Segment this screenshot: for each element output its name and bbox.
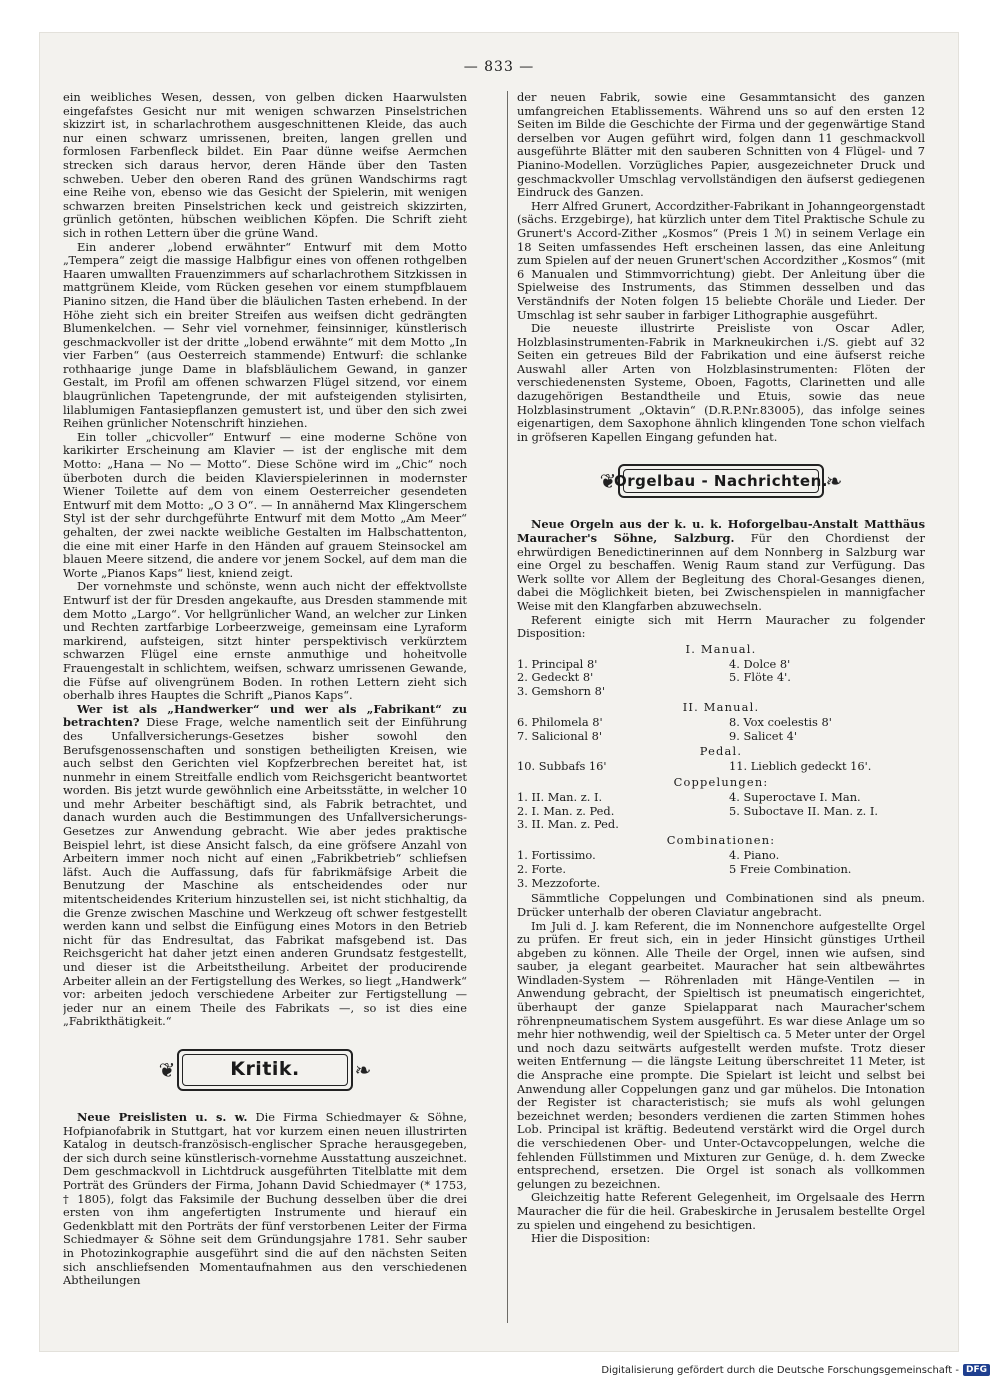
paragraph: Ein anderer „lobend erwähnter“ Entwurf mit dem Motto „Tempera“ zeigt die massige Halbfigur eines von offenen rothgelben Haaren umwallten Frauenzimmers auf scharlachrothem Sitzkissen in mattgrünem Kleide, vom Rücken gesehen vor einem stumpfblauem Pianino sitzen, die Hand über die bläulichen Tasten erhebend. In der Höhe zieht sich ein breiter Streifen aus weifsen dicht gedrängten Blumenkelchen. — Sehr viel vornehmer, feinsinniger, künstlerisch geschmackvoller ist der dritte „lobend erwähnte“ mit dem Motto „In vier Farben“ (aus Oesterreich stammende) Entwurf: die schlanke rothhaarige junge Dame in blafsbläulichem Gewand, in ganzer Gestalt, im Profil am offenen schwarzen Flügel sitzend, vor einem blaugrünlichen Tapetengrunde, der mit aufsteigenden stylisirten, lilablumigen Fantasiepflanzen gemustert ist, und über den sich zwei Reihen grünlicher Notenschrift hinziehen.	[63, 239, 467, 431]
ornament-curl-icon: ❧	[825, 469, 843, 494]
paragraph: Herr Alfred Grunert, Accordzither-Fabrikant in Johanngeorgenstadt (sächs. Erzgebirge), hat kürzlich unter dem Titel Praktische Schule zu Grunert's Accord-Zither „Kosmos“ (Preis 1 ℳ) in seinem Verlage ein 18 Seiten umfassendes Heft erscheinen lassen, das eine Anleitung zum Spielen auf der neuen Grunert'schen Accordzither „Kosmos“ (mit 6 Manualen und Stimmvorrichtung) giebt. Der Anleitung über die Spielweise des Instruments, das Stimmen desselben und das Verständnifs der Noten folgen 15 beliebte Choräle und Lieder. Der Umschlag ist sehr sauber in farbiger Lithographie ausgeführt.	[517, 198, 925, 322]
paragraph: der neuen Fabrik, sowie eine Gesammtansicht des ganzen umfangreichen Etablissements. Während uns so auf den ersten 12 Seiten im Bilde die Geschichte der Firma und der gegenwärtige Stand derselben vor Augen geführt wird, folgen dann 11 geschmackvoll ausgeführte Blätter mit den sauberen Schnitten von 4 Flügel- und 7 Pianino-Modellen. Vorzügliches Papier, ausgezeichneter Druck und geschmackvoller Umschlag vervollständigen den äufserst gediegenen Eindruck des Ganzen.	[517, 91, 925, 200]
ornament-curl-icon: ❦	[158, 1057, 176, 1082]
stop: 3. Gemshorn 8'	[517, 684, 605, 699]
disposition-row	[517, 791, 925, 805]
disposition-group	[517, 834, 925, 890]
disposition-group	[517, 745, 925, 774]
scanned-page	[40, 33, 958, 1351]
paragraph: Die neueste illustrirte Preisliste von Oscar Adler, Holzblasinstrumenten-Fabrik in Markneukirchen i./S. giebt auf 32 Seiten ein getreues Bild der Fabrikation und eine äufserst reiche Auswahl aller Arten von Holzblasinstrumenten: Flöten der verschiedenensten Systeme, Oboen, Fagotts, Clarinetten und alle dazugehörigen Bestandtheile und Etuis, sowie das neue Holzblasinstrument „Oktavin“ (D.R.P.Nr.83005), das infolge seines eigenartigen, dem Saxophone ähnlich klingenden Tone schon vielfach in gröfseren Kapellen Eingang gefunden hat.	[517, 321, 925, 444]
article-body: Für den Chordienst der ehrwürdigen Benedictinerinnen auf dem Nonnberg in Salzburg war eine Orgel zu beschaffen. Wenig Raum stand zur Verfügung. Das Werk sollte vor Allem der Begleitung des Choral-Gesanges dienen, dabei die Möglichkeit bieten, bei Zwischenspielen in mannigfacher Weise mit den Klangfarben abzuwechseln.	[517, 531, 925, 613]
stop	[721, 685, 925, 699]
disposition-row	[517, 716, 925, 730]
stop: 1. Principal 8'	[517, 656, 598, 671]
disposition-heading: Pedal.	[699, 744, 743, 759]
disposition-row	[517, 658, 925, 672]
stop: 11. Lieblich gedeckt 16'.	[729, 759, 872, 774]
stop: 3. Mezzoforte.	[517, 875, 601, 890]
disposition-group	[517, 701, 925, 743]
kritik-section-header	[155, 1043, 375, 1097]
disposition-heading: Coppelungen:	[673, 774, 769, 789]
stop	[721, 818, 925, 832]
paragraph: Referent einigte sich mit Herrn Mauracher zu folgender Disposition:	[517, 612, 925, 641]
disposition-heading: I. Manual.	[685, 641, 757, 656]
section-title: Orgelbau - Nachrichten.	[614, 471, 828, 490]
stop: 1. II. Man. z. I.	[517, 789, 603, 804]
ornament-curl-icon: ❧	[354, 1057, 372, 1082]
stop: 3. II. Man. z. Ped.	[517, 817, 619, 832]
disposition-row	[517, 805, 925, 819]
orgeln-article	[517, 518, 925, 613]
dfg-logo: DFG	[963, 1364, 990, 1376]
stop	[721, 877, 925, 891]
paragraph: Der vornehmste und schönste, wenn auch nicht der effektvollste Entwurf ist der für Dresden angekaufte, aus Dresden stammende mit dem Motto „Largo“. Vor hellgrünlicher Wand, an welcher zur Linken und Rechten zartfarbige Lorbeerzweige, gemeinsam eine Lyraform markirend, aufsteigen, sitzt hinter perspektivisch verkürztem schwarzen Flügel eine ernste anmuthige und hoheitvolle Frauengestalt in schlichtem, weifsen, schwarz umrissenen Gewande, die Füfse auf olivengrünem Boden. In rothen Lettern zieht sich oberhalb ihres Hauptes die Schrift „Pianos Kaps“.	[63, 579, 467, 703]
paragraph: Im Juli d. J. kam Referent, die im Nonnenchore aufgestellte Orgel zu prüfen. Er freut sich, ein in jeder Hinsicht günstiges Urtheil abgeben zu können. Alle Theile der Orgel, innen wie aufsen, sind sauber, ja elegant gearbeitet. Mauracher hat sein altbewährtes Windladen-System — Röhrenladen mit Hänge-Ventilen — in Anwendung gebracht, der Spieltisch ist pneumatisch eingerichtet, überhaupt der ganze Spielapparat nach Mauracher'schem röhrenpneumatischem System ausgeführt. Es war diese Anlage um so mehr hier nothwendig, weil der Spieltisch ca. 5 Meter unter der Orgel und noch dazu seitwärts aufgestellt werden mufste. Trotz dieser weiten Entfernung — die längste Leitung überschreitet 11 Meter, ist die Ansprache eine prompte. Die Spielart ist leicht und selbst bei Anwendung aller Coppelungen ganz und gar mühelos. Die Intonation der Register ist characteristisch; sie mufs als wohl gelungen bezeichnet werden; besonders verdienen die zarten Stimmen hohes Lob. Principal ist kräftig. Bedeutend verstärkt wird die Orgel durch die verschiedenen Ober- und Unter-Octavcoppelungen, welche die fehlenden Füllstimmen und Mixturen zur Genüge, d. h. dem Zwecke entsprechend, ersetzen. Die Orgel ist sonach als vollkommen gelungen zu bezeichnen.	[517, 918, 925, 1191]
disposition-row	[517, 849, 925, 863]
stop: 5 Freie Combination.	[729, 861, 852, 876]
paragraph: Hier die Disposition:	[531, 1231, 651, 1246]
disposition-heading: II. Manual.	[682, 699, 760, 714]
stop: 5. Flöte 4'.	[729, 670, 791, 685]
stop: 4. Dolce 8'	[729, 656, 791, 671]
stop: 2. I. Man. z. Ped.	[517, 803, 615, 818]
stop: 8. Vox coelestis 8'	[729, 714, 832, 729]
preislisten-article	[63, 1111, 467, 1288]
disposition-row	[517, 760, 925, 774]
disposition-row	[517, 671, 925, 685]
footer-text: Digitalisierung gefördert durch die Deutsche Forschungsgemeinschaft -	[601, 1364, 959, 1376]
disposition-heading: Combinationen:	[666, 833, 776, 848]
disposition-row	[517, 685, 925, 699]
paragraph: Sämmtliche Coppelungen und Combinationen sind als pneum. Drücker unterhalb der oberen Claviatur angebracht.	[517, 891, 925, 919]
article-body: Diese Frage, welche namentlich seit der Einführung des Unfallversicherungs-Gesetzes bisher sowohl den Berufsgenossenschaften und sonstigen betheiligten Kreisen, wie auch selbst den Gerichten viel Kopfzerbrechen bereitet hat, ist nunmehr in einem Streitfalle endlich vom Reichsgericht beantwortet worden. Bis jetzt wurde gewöhnlich eine Arbeitsstätte, in welcher 10 und mehr Arbeiter beschäftigt sind, als Fabrik betrachtet, und danach wurden auch die Bestimmungen des Unfallversicherungs-Gesetzes zur Anwendung gebracht. Wie aber jedes praktische Beispiel lehrt, ist diese Ansicht falsch, da eine gröfsere Anzahl von Arbeitern immer noch nicht auf einen „Fabrikbetrieb“ schliefsen läfst. Auch die Auffassung, dafs für fabrikmäfsige Arbeit die Benutzung der Maschine als entscheidendes oder nur mitentscheidendes Kriterium hinzustellen sei, ist nicht stichhaltig, da die Grenze zwischen Maschine und Werkzeug oft schwer festgestellt werden kann und selbst die Einfügung eines Motors in den Betrieb nicht für das Endresultat, das Fabrikat mafsgebend ist. Das Reichsgericht hat daher jetzt einen anderen Grundsatz festgestellt, und dieser ist die Arbeitstheilung. Arbeitet der producirende Arbeiter allein an der Fertigstellung des Werkes, so liegt „Handwerk“ vor: arbeiten jedoch verschiedene Arbeiter zur Fertigstellung — jeder nur an einem Theile des Fabrikats —, so ist dies eine „Fabrikthätigkeit.“	[63, 715, 467, 1029]
organ-disposition	[517, 643, 925, 891]
article-body: Die Firma Schiedmayer & Söhne, Hofpianofabrik in Stuttgart, hat vor kurzem einen neuen illustrirten Katalog in deutsch-französisch-englischer Sprache herausgegeben, der sich durch seine künstlerisch-vornehme Ausstattung auszeichnet. Dem geschmackvoll in Lichtdruck ausgeführten Titelblatte mit dem Porträt des Gründers der Firma, Johann David Schiedmayer (* 1753, † 1805), folgt das Faksimile der Buchung desselben über die drei ersten von ihm angefertigten Instrumente und hierauf ein Gedenkblatt mit den Porträts der fünf verstorbenen Leiter der Firma Schiedmayer & Söhne seit dem Gründungsjahre 1781. Sehr sauber in Photozinkographie ausgeführt sind die auf den nächsten Seiten sich anschliefsenden Momentaufnahmen aus den verschiedenen Abtheilungen	[63, 1109, 467, 1288]
column-divider	[507, 91, 508, 1323]
disposition-row	[517, 730, 925, 744]
stop: 1. Fortissimo.	[517, 847, 596, 862]
stop: 10. Subbafs 16'	[517, 759, 607, 774]
section-title: Kritik.	[230, 1058, 300, 1081]
stop: 6. Philomela 8'	[517, 714, 603, 729]
disposition-row	[517, 877, 925, 891]
paragraph: ein weibliches Wesen, dessen, von gelben dicken Haarwulsten eingefafstes Gesicht nur mit wenigen schwarzen Pinselstrichen skizzirt ist, in scharlachrothem ausgeschnittenen Kleide, das auch nur einen schwarz umrissenen, breiten, langen grellen und formlosen Farbenfleck bildet. Ein Paar dünne weifse Aermchen strecken sich daraus hervor, deren Hände über den Tasten schweben. Ueber den oberen Rand des grünen Wandschirms ragt eine Reihe von, ebenso wie das Gesicht der Spielerin, mit wenigen schwarzen breiten Pinselstrichen keck und geistreich skizzirten, grünlich getönten, hübschen weiblichen Köpfen. Die Schrift zieht sich in rothen Lettern über die grüne Wand.	[63, 91, 467, 240]
disposition-row	[517, 818, 925, 832]
stop: 2. Gedeckt 8'	[517, 670, 594, 685]
article-lead: Wer ist als „Handwerker“ und wer als „Fabrikant“ zu betrachten?	[63, 701, 467, 730]
disposition-row	[517, 863, 925, 877]
ornament-curl-icon: ❦	[599, 469, 617, 494]
left-column	[63, 91, 467, 1323]
handwerker-article	[63, 703, 467, 1029]
paragraph: Gleichzeitig hatte Referent Gelegenheit, im Orgelsaale des Herrn Mauracher die für die heil. Grabeskirche in Jerusalem bestellte Orgel zu spielen und eingehend zu besichtigen.	[517, 1190, 925, 1232]
digitization-footer	[601, 1364, 990, 1376]
stop: 7. Salicional 8'	[517, 728, 603, 743]
article-lead: Neue Preislisten u. s. w.	[77, 1109, 248, 1124]
paragraph: Ein toller „chicvoller“ Entwurf — eine moderne Schöne von karikirter Erscheinung am Klavier — ist der englische mit dem Motto: „Hana — No — Motto“. Diese Schöne wird im „Chic“ noch überboten durch die beiden Klavierspielerinnen in modernster Wiener Toilette auf dem von einem Oesterreicher gesendeten Entwurf mit dem Motto: „O 3 O“. — In annähernd Max Klingerschem Styl ist der sehr durchgeführte Entwurf mit dem Motto „Am Meer“ gehalten, der zwei nackte weibliche Gestalten im Halbschattenton, die eine mit einer Harfe in den Händen auf grauem Steinsockel am blauen Meere sitzend, die andere vor jenem Sockel, auf dem man die Worte „Pianos Kaps“ liest, kniend zeigt.	[63, 429, 467, 580]
orgelbau-section-header	[596, 458, 846, 504]
right-column	[517, 91, 925, 1323]
page-number: — 833 —	[463, 59, 535, 75]
article-lead: Neue Orgeln aus der k. u. k. Hoforgelbau-Anstalt Matthäus Mauracher's Söhne, Salzburg.	[517, 517, 925, 546]
stop: 5. Suboctave II. Man. z. I.	[729, 803, 878, 818]
disposition-group	[517, 643, 925, 699]
stop: 4. Piano.	[729, 847, 780, 862]
disposition-group	[517, 776, 925, 832]
stop: 9. Salicet 4'	[729, 728, 798, 743]
stop: 2. Forte.	[517, 861, 567, 876]
stop: 4. Superoctave I. Man.	[729, 789, 861, 804]
